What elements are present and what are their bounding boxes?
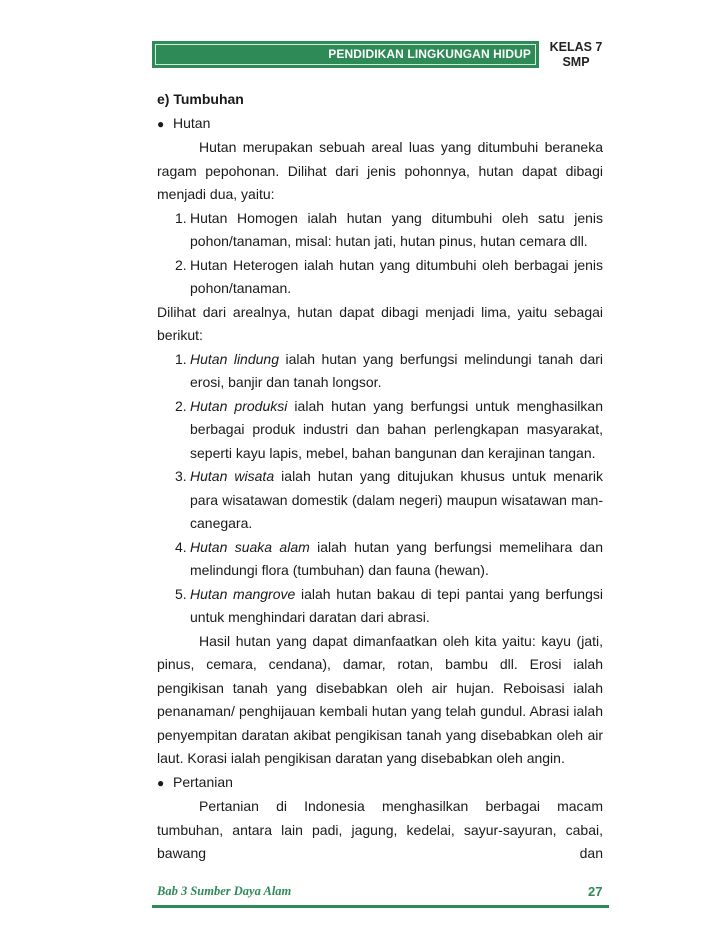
list-text — [190, 465, 603, 536]
bullet-dot-icon: ● — [157, 116, 165, 131]
class-label — [543, 40, 609, 70]
list-text: Hutan Heterogen ialah hutan yang ditumbuhi oleh berbagai jenis pohon/tanaman. — [190, 256, 603, 296]
list-item — [157, 583, 603, 630]
bullet-pertanian — [157, 771, 603, 796]
class-line-2: SMP — [562, 55, 590, 69]
list-item — [157, 536, 603, 583]
areal-intro-paragraph: Dilihat dari arealnya, hutan dapat dibagi menjadi lima, yaitu sebagai berikut: — [157, 303, 603, 343]
list-item — [157, 395, 603, 466]
list-term: Hutan lindung — [190, 350, 279, 367]
list-item — [157, 465, 603, 536]
hutan-intro-paragraph: Hutan merupakan sebuah areal luas yang ditumbuhi beraneka ragam pepohonan. Dilihat dari jenis pohonnya, hutan dapat dibagi menjadi dua, yaitu: — [157, 139, 603, 202]
list-term: Hutan wisata — [190, 468, 275, 484]
bullet-hutan — [157, 112, 603, 137]
list-term: Hutan produksi — [190, 397, 288, 414]
pertanian-paragraph: Pertanian di Indonesia menghasilkan berbagai macam tumbuhan, antara lain padi, jagung, kedelai, sayur-sayuran, cabai, bawang dan — [157, 798, 603, 861]
list-number: 4. — [175, 538, 187, 555]
list-description: ialah hutan yang berfungsi untuk menghasilkan berbagai produk industri dan bahan perlengkapan masyarakat, seperti kayu lapis, mebel, bahan bangunan dan kerajinan tangan. — [190, 397, 603, 461]
footer-chapter: Bab 3 Sumber Daya Alam — [157, 884, 292, 898]
list-item — [157, 348, 603, 395]
list-description: ialah hutan yang berfungsi memelihara dan melindungi flora (tumbuhan) dan fauna (hewan). — [190, 538, 603, 578]
bullet-dot-icon: ● — [157, 775, 165, 790]
list-description: ialah hutan yang berfungsi melindungi tanah dari erosi, banjir dan tanah longsor. — [190, 350, 603, 390]
header-title: PENDIDIKAN LINGKUNGAN HIDUP — [328, 47, 531, 61]
closing-paragraph: Hasil hutan yang dapat dimanfaatkan oleh kita yaitu: kayu (jati, pinus, cemara, cendana), damar, rotan, bambu dll. Erosi ialah pengikisan tanah yang disebabkan oleh air hujan. Reboisasi ialah penanaman/ penghijauan kembali hutan yang telah gundul. Abrasi ialah penyempitan daratan akibat pengikisan tanah yang disebabkan oleh air laut. Korasi ialah pengikisan daratan yang disebabkan oleh angin. — [157, 632, 603, 766]
list-number: 2. — [175, 397, 187, 414]
list-number: 3. — [175, 468, 187, 484]
list-term: Hutan suaka alam — [190, 538, 310, 555]
list-number: 5. — [175, 585, 187, 602]
page-content — [157, 88, 603, 866]
section-title: e) Tumbuhan — [157, 91, 244, 107]
list-text — [190, 395, 603, 466]
list-term: Hutan mangrove — [190, 585, 296, 602]
list-text: Hutan Homogen ialah hutan yang ditumbuhi oleh satu jenis pohon/tanaman, misal: hutan jati, hutan pinus, hutan cemara dll. — [190, 209, 603, 249]
list-description: ialah hutan yang ditujukan khusus untuk menarik para wisatawan domestik (dalam negeri) maupun wisatawan man-canegara. — [190, 468, 603, 531]
header-bar — [152, 41, 539, 68]
list-text — [190, 583, 603, 630]
bullet-label: Pertanian — [173, 773, 233, 790]
list-number: 2. — [175, 256, 187, 273]
footer-rule — [152, 905, 609, 908]
bullet-label: Hutan — [173, 114, 211, 131]
list-text — [190, 536, 603, 583]
list-text — [190, 348, 603, 395]
page-number: 27 — [588, 884, 603, 899]
list-item — [157, 254, 603, 301]
list-item — [157, 207, 603, 254]
list-number: 1. — [175, 350, 187, 367]
list-description: ialah hutan bakau di tepi pantai yang berfungsi untuk menghindari daratan dari abrasi. — [190, 585, 603, 625]
list-number: 1. — [175, 209, 187, 226]
class-line-1: KELAS 7 — [549, 40, 603, 54]
